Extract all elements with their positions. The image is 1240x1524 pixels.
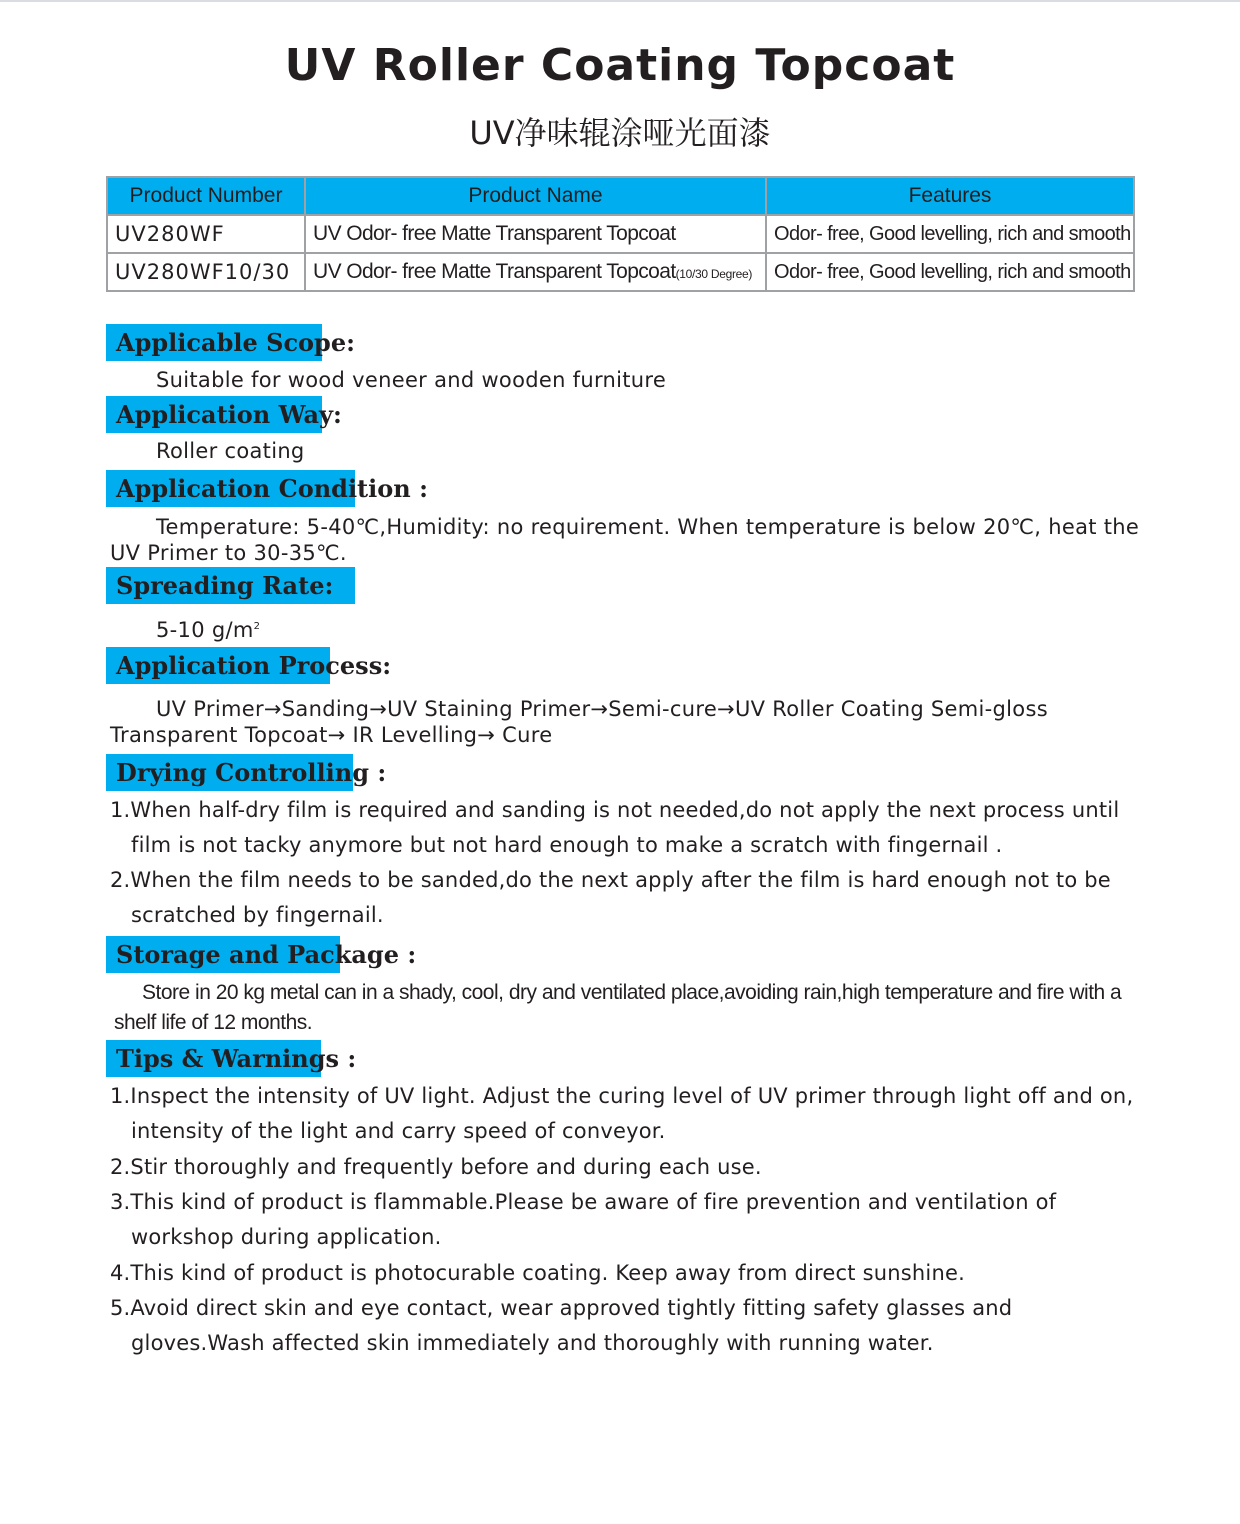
storage-text: Store in 20 kg metal can in a shady, cool, dry and ventilated place,avoiding rain,high temperature and fire with a shelf life of 12 months. [114,981,1122,1034]
top-divider [0,0,1240,2]
rate-superscript: 2 [253,621,261,632]
product-features: Odor- free, Good levelling, rich and smooth [766,215,1134,253]
process-text: UV Primer→Sanding→UV Staining Primer→Semi-cure→UV Roller Coating Semi-gloss Transparent Topcoat→ IR Levelling→ Cure [110,697,1048,747]
scope-text: Suitable for wood veneer and wooden furniture [156,368,667,392]
product-table [106,176,1135,292]
way-text: Roller coating [156,439,305,463]
column-header-features: Features [766,177,1134,215]
condition-text: Temperature: 5-40℃,Humidity: no requirement. When temperature is below 20℃, heat the UV Primer to 30-35℃. [110,515,1140,565]
section-heading-scope: Applicable Scope: [106,324,322,361]
product-number: UV280WF [107,215,305,253]
section-heading-condition: Application Condition : [106,470,355,507]
drying-item: 2.When the film needs to be sanded,do the next apply after the film is hard enough not to be scratched by fingernail. [110,868,1111,927]
table-row [107,253,1134,291]
section-heading-rate: Spreading Rate: [106,567,355,604]
rate-text [110,614,1140,643]
section-heading-way: Application Way: [106,396,322,433]
page-title: UV Roller Coating Topcoat [284,40,956,91]
page-subtitle: UV净味辊涂哑光面漆 [469,114,771,152]
product-name-suffix: (10/30 Degree) [675,267,753,281]
table-header-row [107,177,1134,215]
product-name [305,215,766,253]
tips-item: 3.This kind of product is flammable.Please be aware of fire prevention and ventilation of workshop during application. [110,1190,1057,1249]
tips-item: 1.Inspect the intensity of UV light. Adjust the curing level of UV primer through light off and on, intensity of the light and carry speed of conveyor. [110,1084,1134,1143]
section-heading-storage: Storage and Package : [106,936,340,973]
product-number: UV280WF10/30 [107,253,305,291]
tips-item: 2.Stir thoroughly and frequently before and during each use. [110,1155,762,1179]
product-name [305,253,766,291]
drying-item: 1.When half-dry film is required and sanding is not needed,do not apply the next process until film is not tacky anymore but not hard enough to make a scratch with fingernail . [110,798,1120,857]
section-heading-drying: Drying Controlling : [106,754,353,791]
tips-item: 4.This kind of product is photocurable coating. Keep away from direct sunshine. [110,1261,965,1285]
product-name-text: UV Odor- free Matte Transparent Topcoat [313,260,676,283]
section-heading-tips: Tips & Warnings : [106,1040,321,1077]
product-name-text: UV Odor- free Matte Transparent Topcoat [313,222,676,245]
table-row [107,215,1134,253]
tips-item: 5.Avoid direct skin and eye contact, wear approved tightly fitting safety glasses and gloves.Wash affected skin immediately and thoroughly with running water. [110,1296,1013,1355]
product-features: Odor- free, Good levelling, rich and smooth [766,253,1134,291]
column-header-number: Product Number [107,177,305,215]
section-heading-process: Application Process: [106,647,330,684]
column-header-name: Product Name [305,177,766,215]
rate-value: 5-10 g/m [156,618,254,642]
